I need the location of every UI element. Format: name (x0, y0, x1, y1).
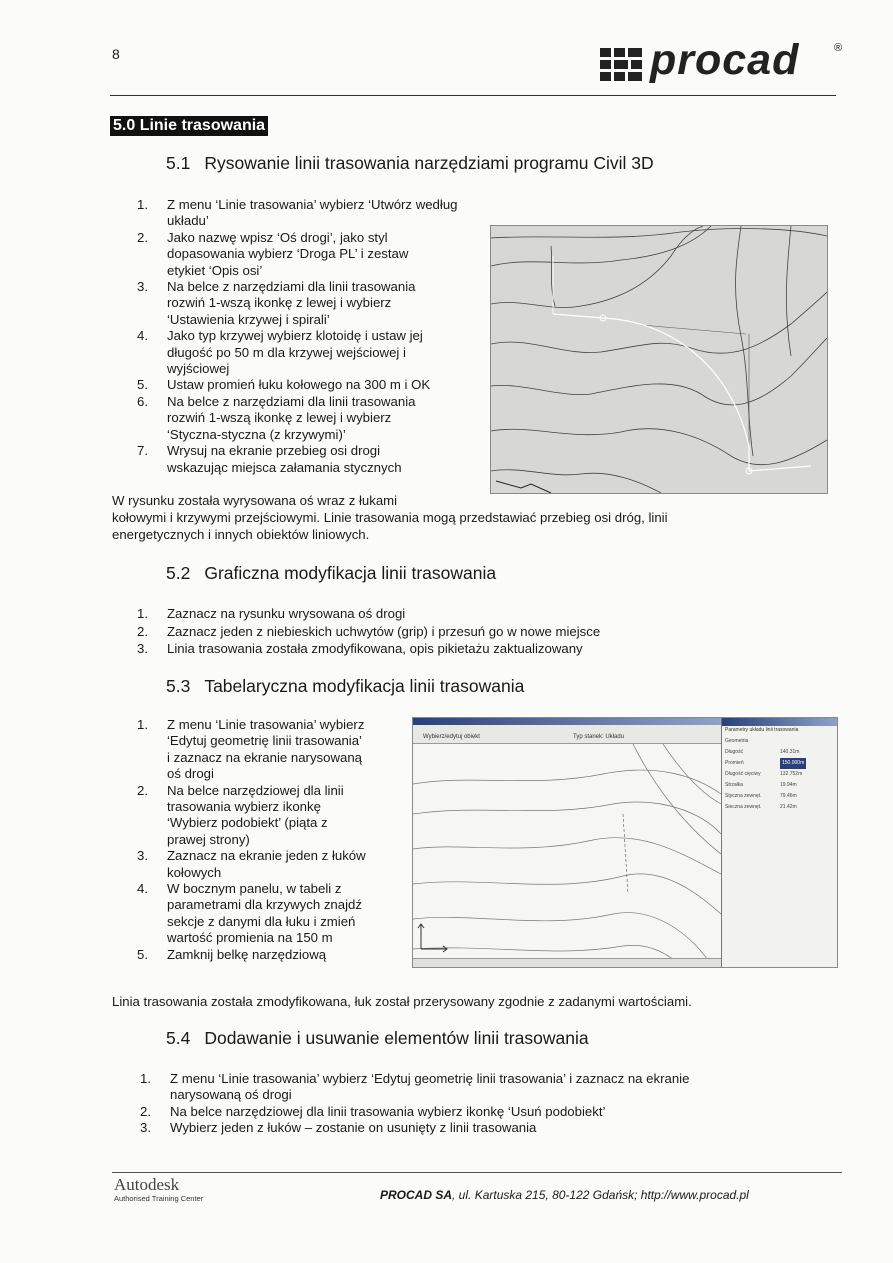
layout-tabs-bar (413, 958, 721, 968)
step-item (137, 394, 497, 443)
step-text-line: rozwiń 1-wszą ikonkę z lewej i wybierz (167, 295, 392, 311)
step-text-line: rozwiń 1-wszą ikonkę z lewej i wybierz (167, 410, 392, 426)
step-text-line: Na belce z narzędziami dla linii trasowania (167, 279, 416, 295)
step-text-line: sekcje z danymi dla łuku i zmień (167, 913, 356, 929)
toolbar-titlebar (413, 718, 721, 725)
step-number: 5. (137, 377, 148, 393)
step-item (137, 328, 497, 377)
step-text-line: Na belce z narzędziami dla linii trasowania (167, 393, 416, 409)
step-text-line: kołowych (167, 864, 222, 880)
step-number: 2. (140, 1103, 151, 1119)
step-text-line: dopasowania wybierz ‘Droga PL’ i zestaw (167, 246, 409, 262)
toolbar-label: Wybierz/edytuj obiekt (423, 734, 480, 740)
panel-row[interactable] (725, 736, 835, 747)
step-text-line: Z menu ‘Linie trasowania’ wybierz (167, 717, 365, 732)
step-number: 3. (140, 1120, 151, 1136)
step-text-line: Zamknij belkę narzędziową (167, 946, 327, 962)
panel-row-value: 140.31m (780, 749, 800, 755)
step-text-line: Ustaw promień łuku kołowego na 300 m i OK (167, 377, 431, 393)
panel-row-key: Promień (725, 760, 744, 766)
step-item (137, 605, 837, 623)
step-text-line: ‘Edytuj geometrię linii trasowania’ (167, 733, 362, 749)
subsection-heading: Dodawanie i usuwanie elementów linii trasowania (204, 1028, 589, 1048)
step-item (137, 623, 837, 641)
step-number: 5. (137, 946, 148, 962)
panel-titlebar (722, 718, 838, 726)
subsection-5-3-title (166, 676, 524, 697)
subsection-heading: Graficzna modyfikacja linii trasowania (204, 563, 497, 583)
step-text-line: długość po 50 m dla krzywej wejściowej i (167, 344, 406, 360)
step-text-line: wartość promienia na 150 m (167, 930, 333, 946)
drawing-area (413, 718, 721, 967)
procad-logo-text: procad (650, 36, 800, 84)
paragraph-line: kołowymi i krzywymi przejściowymi. Linie trasowania mogą przedstawiać przebieg osi dróg, linii (112, 510, 668, 525)
paragraph-line: energetycznych i innych obiektów liniowych. (112, 527, 370, 542)
step-item (140, 1120, 830, 1136)
step-number: 6. (137, 393, 148, 409)
step-text-line: narysowaną oś drogi (170, 1087, 292, 1103)
subsection-heading: Rysowanie linii trasowania narzędziami programu Civil 3D (204, 153, 654, 173)
step-number: 3. (137, 641, 148, 656)
step-item (137, 947, 407, 963)
page-number: 8 (112, 46, 120, 62)
step-number: 4. (137, 881, 148, 897)
step-text: Linia trasowania została zmodyfikowana, opis pikietażu zaktualizowany (167, 641, 583, 656)
step-text-line: ‘Ustawienia krzywej i spirali’ (167, 311, 330, 327)
subsection-heading: Tabelaryczna modyfikacja linii trasowania (204, 676, 525, 696)
step-text-line: trasowania wybierz ikonkę (167, 799, 321, 815)
panel-row-value: 21.42m (780, 804, 797, 810)
section-title: 5.0 Linie trasowania (110, 116, 268, 136)
steps-list-5-3 (137, 717, 407, 963)
panel-row-value: 150.000m (780, 758, 806, 769)
panel-row[interactable] (725, 780, 835, 791)
alignment-drawing-screenshot (490, 225, 828, 494)
step-number: 2. (137, 229, 148, 245)
paragraph-5-1 (112, 492, 852, 543)
subsection-5-2-title (166, 563, 496, 584)
panel-row-key: Długość cięciwy (725, 771, 761, 777)
step-text-line: Na belce narzędziowej dla linii trasowania wybierz ikonkę ‘Usuń podobiekt’ (170, 1103, 606, 1119)
step-text-line: parametrami dla krzywych znajdź (167, 897, 362, 913)
panel-row[interactable] (725, 769, 835, 780)
step-item (137, 443, 497, 476)
registered-mark: ® (834, 42, 843, 54)
step-number: 1. (137, 606, 148, 621)
step-item (137, 848, 407, 881)
subsection-5-1-title (166, 153, 654, 174)
panel-row-key: Geometria (725, 738, 749, 744)
step-text-line: Wrysuj na ekranie przebieg osi drogi (167, 443, 381, 459)
footer-address (380, 1188, 749, 1202)
autodesk-brand: Autodesk (114, 1175, 180, 1194)
subsection-number: 5.4 (166, 1028, 191, 1048)
step-number: 3. (137, 848, 148, 864)
step-text-line: Z menu ‘Linie trasowania’ wybierz ‘Utwórz według układu’ (167, 197, 458, 229)
panel-row-value: 19.94m (780, 782, 797, 788)
step-text-line: Jako typ krzywej wybierz klotoidę i ustaw jej (167, 328, 423, 344)
step-text-line: Wybierz jeden z łuków – zostanie on usunięty z linii trasowania (170, 1120, 537, 1136)
step-text-line: oś drogi (167, 766, 214, 782)
panel-row[interactable] (725, 758, 835, 769)
step-text-line: Z menu ‘Linie trasowania’ wybierz ‘Edytuj geometrię linii trasowania’ i zaznacz na ekranie (170, 1071, 690, 1086)
parameters-panel (721, 718, 838, 967)
panel-row[interactable] (725, 802, 835, 813)
panel-row-key: Długość (725, 749, 744, 755)
edit-drawing (413, 744, 721, 968)
step-text-line: W bocznym panelu, w tabeli z (167, 881, 342, 897)
steps-list-5-4 (140, 1071, 830, 1137)
subsection-5-4-title (166, 1028, 589, 1049)
step-text-line: i zaznacz na ekranie narysowaną (167, 749, 362, 765)
footer-company: PROCAD SA (380, 1188, 453, 1202)
panel-row-value: 79.46m (780, 793, 797, 799)
step-text-line: wskazując miejsca załamania stycznych (167, 459, 402, 475)
autodesk-subtitle: Authorised Training Center (114, 1194, 204, 1203)
header-rule (110, 95, 836, 96)
panel-row[interactable] (725, 747, 835, 758)
toolbar-label: Typ stanek: Układu (573, 734, 625, 740)
step-text-line: Jako nazwę wpisz ‘Oś drogi’, jako styl (167, 229, 388, 245)
step-item (137, 640, 837, 658)
panel-title: Parametry układu linii trasowania (725, 727, 799, 733)
panel-row-key: Strzałka (725, 782, 744, 788)
step-text-line: etykiet ‘Opis osi’ (167, 262, 263, 278)
panel-row-key: Styczna zewnęt. (725, 793, 762, 799)
step-item (140, 1071, 830, 1104)
step-number: 1. (137, 717, 148, 732)
steps-list-5-2 (137, 605, 837, 658)
footer-rule (112, 1172, 842, 1173)
step-text-line: ‘Styczna-styczna (z krzywymi)’ (167, 426, 346, 442)
step-number: 3. (137, 279, 148, 295)
step-text-line: prawej strony) (167, 831, 250, 847)
step-item (140, 1104, 830, 1120)
step-item (137, 279, 497, 328)
step-number: 2. (137, 623, 148, 639)
subsection-number: 5.2 (166, 563, 191, 583)
alignment-drawing (491, 226, 827, 493)
step-text-line: ‘Wybierz podobiekt’ (piąta z (167, 815, 328, 831)
paragraph-line: W rysunku została wyrysowana oś wraz z łukami (112, 493, 398, 508)
procad-logo-icon (598, 46, 646, 82)
step-item (137, 717, 407, 783)
paragraph-5-3: Linia trasowania została zmodyfikowana, łuk został przerysowany zgodnie z zadanymi wartościami. (112, 994, 692, 1009)
panel-row-value: 132.752m (780, 771, 803, 777)
subsection-number: 5.3 (166, 676, 191, 696)
step-number: 1. (140, 1071, 151, 1086)
geometry-toolbar (413, 725, 721, 744)
step-text-line: wyjściowej (167, 361, 230, 377)
step-text: Zaznacz jeden z niebieskich uchwytów (grip) i przesuń go w nowe miejsce (167, 623, 601, 639)
steps-list-5-1 (137, 197, 497, 476)
step-number: 2. (137, 782, 148, 798)
step-number: 4. (137, 328, 148, 344)
step-item (137, 197, 497, 230)
footer-address-text: , ul. Kartuska 215, 80-122 Gdańsk; http://www.procad.pl (452, 1188, 749, 1202)
subsection-number: 5.1 (166, 153, 191, 173)
step-number: 1. (137, 197, 148, 212)
edit-geometry-screenshot (412, 717, 838, 968)
panel-table (722, 734, 838, 815)
step-item (137, 783, 407, 849)
step-text-line: Na belce narzędziowej dla linii (167, 782, 344, 798)
step-item (137, 377, 497, 393)
panel-row-key: Sieczna zewnęt. (725, 804, 762, 810)
step-text: Zaznacz na rysunku wrysowana oś drogi (167, 606, 406, 621)
step-number: 7. (137, 443, 148, 459)
step-item (137, 881, 407, 947)
step-text-line: Zaznacz na ekranie jeden z łuków (167, 848, 366, 864)
step-item (137, 230, 497, 279)
panel-row[interactable] (725, 791, 835, 802)
